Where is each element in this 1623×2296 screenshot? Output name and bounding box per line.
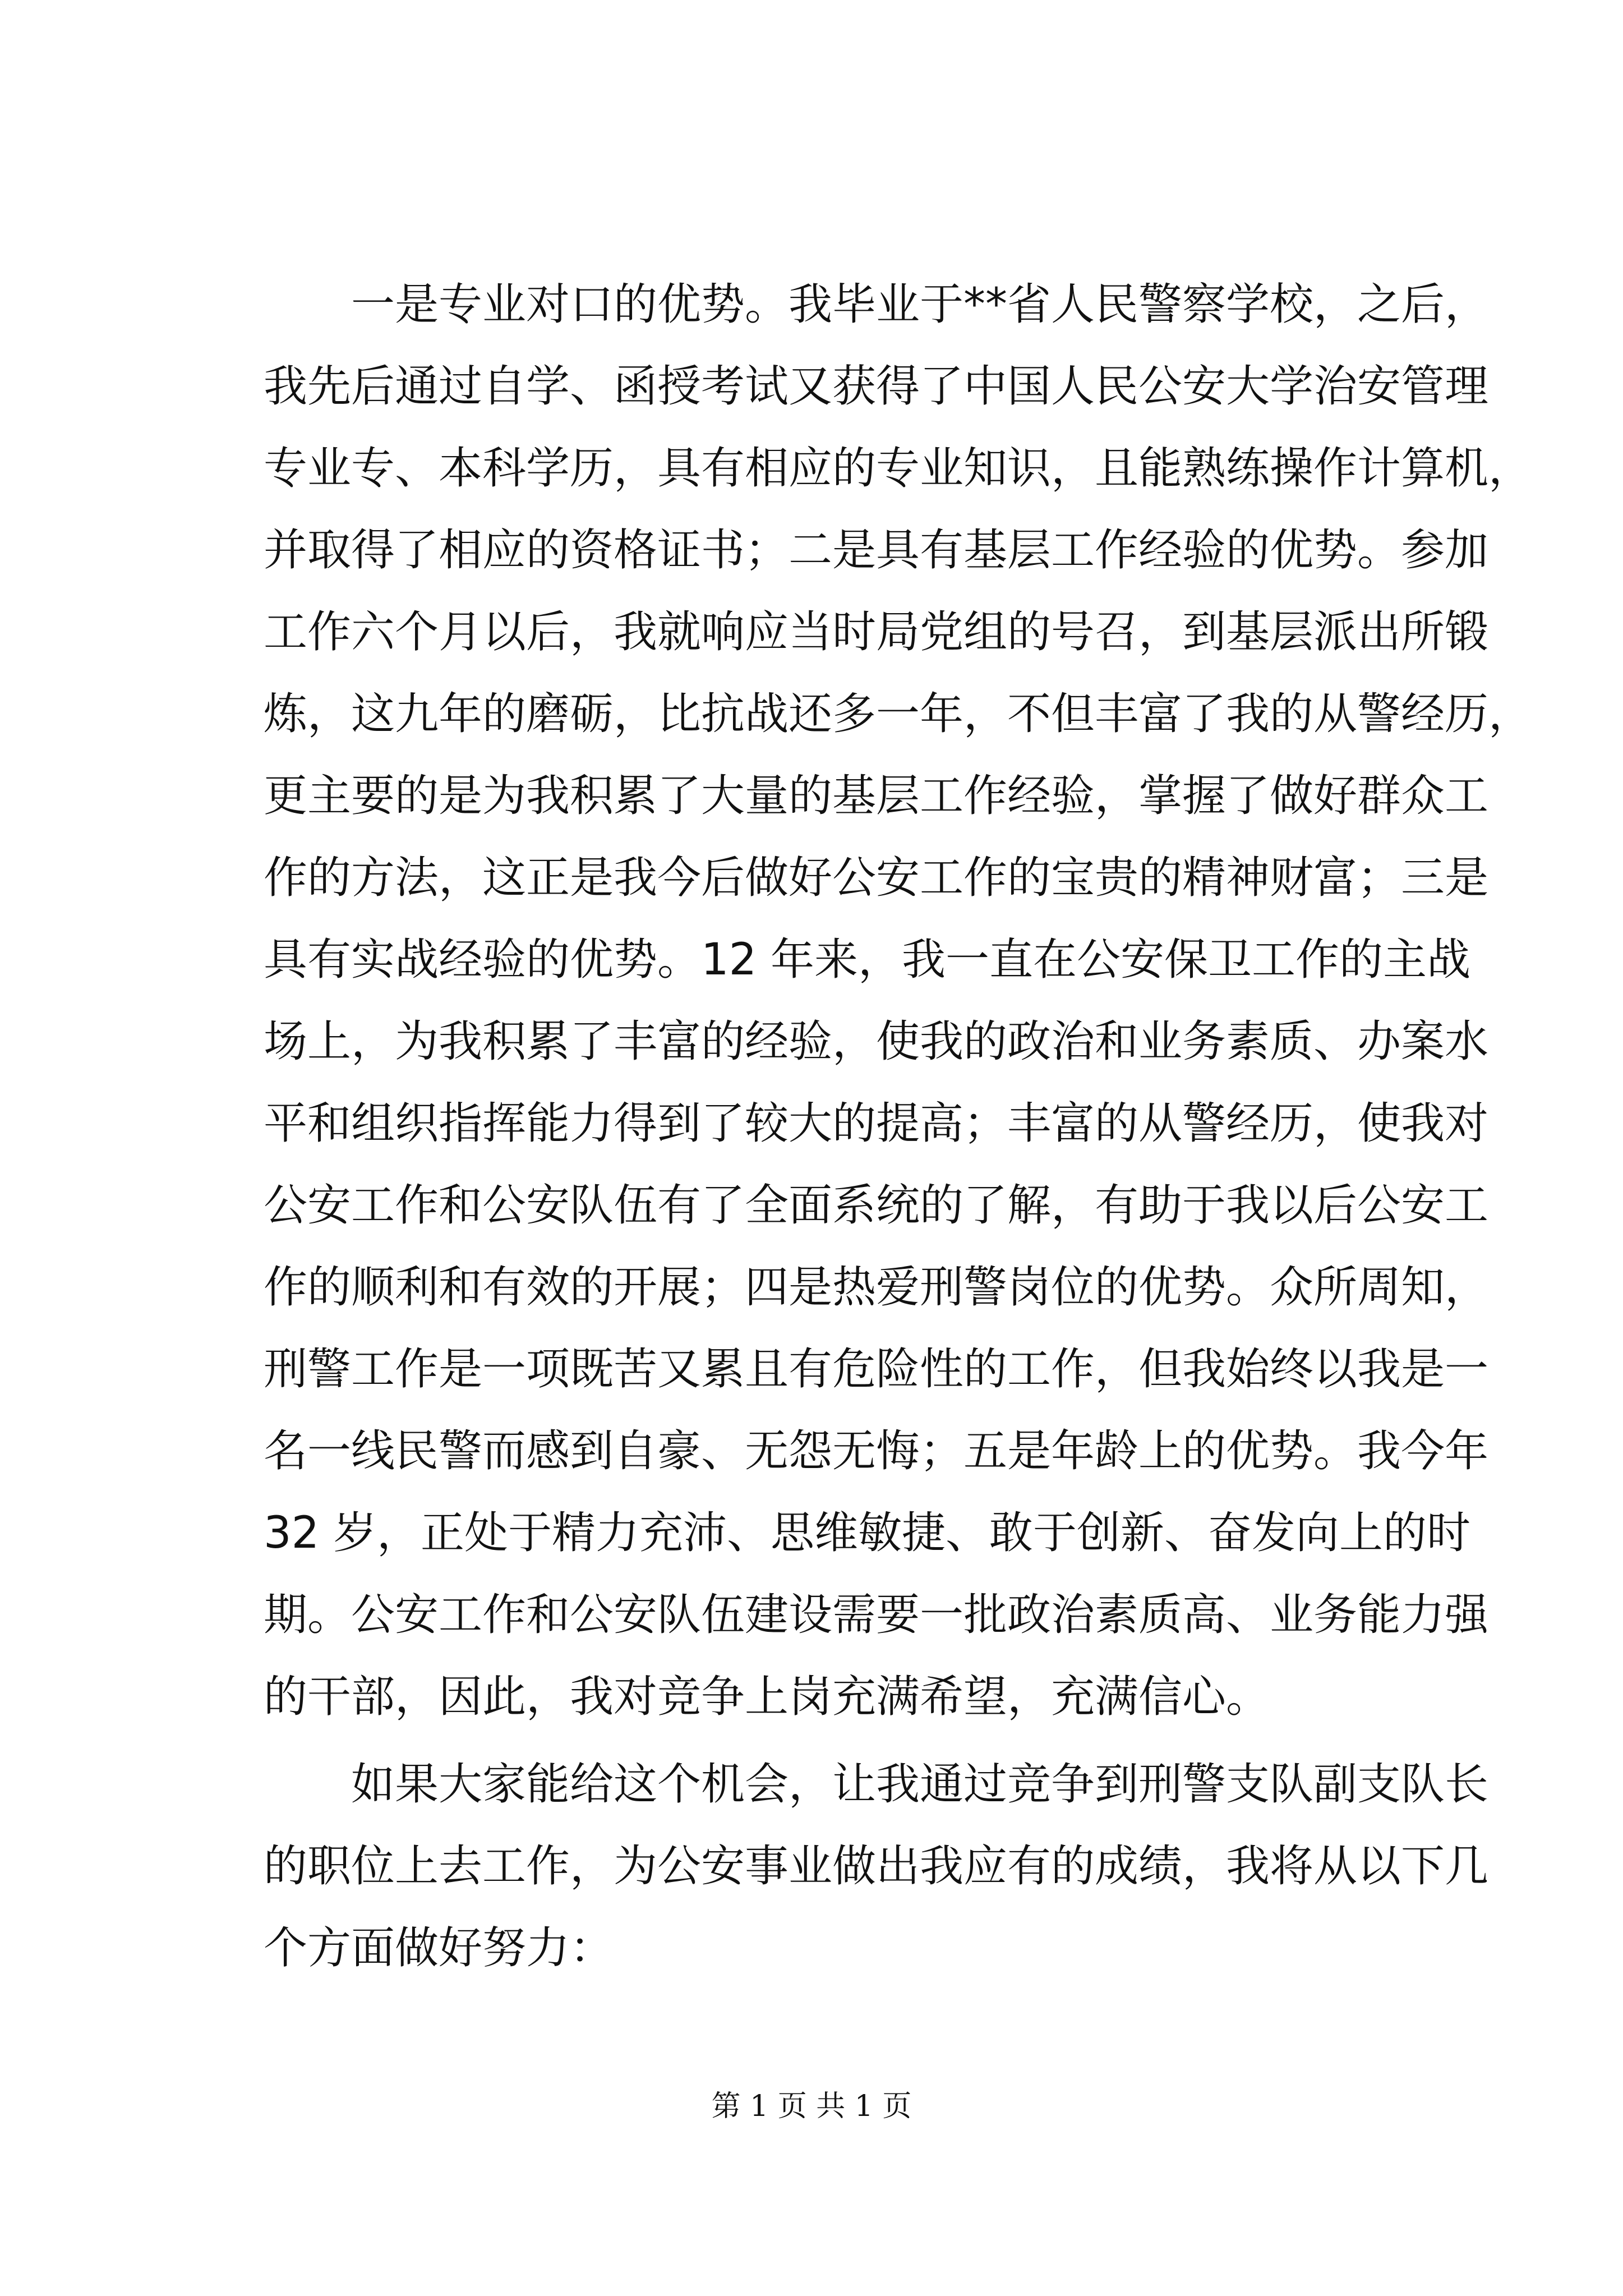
text-line: 专业专、本科学历，具有相应的专业知识，且能熟练操作计算机， [264, 443, 1533, 494]
text-line: 如果大家能给这个机会，让我通过竞争到刑警支队副支队长 [351, 1759, 1489, 1810]
page-footer [0, 2087, 1623, 2126]
text-line: 更主要的是为我积累了大量的基层工作经验，掌握了做好群众工 [264, 771, 1489, 821]
paragraph-gap [264, 1738, 1419, 1743]
text-line: 作的顺利和有效的开展；四是热爱刑警岗位的优势。众所周知， [264, 1262, 1489, 1313]
text-line: 期。公安工作和公安队伍建设需要一批政治素质高、业务能力强 [264, 1590, 1489, 1640]
text-line: 我先后通过自学、函授考试又获得了中国人民公安大学治安管理 [264, 361, 1489, 412]
text-line: 的干部，因此，我对竞争上岗充满希望，充满信心。 [264, 1672, 1270, 1722]
text-line: 一是专业对口的优势。我毕业于**省人民警察学校，之后， [351, 279, 1489, 330]
text-line: 具有实战经验的优势。12 年来，我一直在公安保卫工作的主战 [264, 935, 1471, 985]
text-line: 并取得了相应的资格证书；二是具有基层工作经验的优势。参加 [264, 525, 1489, 576]
text-line: 场上，为我积累了丰富的经验，使我的政治和业务素质、办案水 [264, 1016, 1489, 1067]
paragraph-2 [264, 1743, 1489, 1989]
text-line: 公安工作和公安队伍有了全面系统的了解，有助于我以后公安工 [264, 1180, 1489, 1231]
text-line: 刑警工作是一项既苦又累且有危险性的工作，但我始终以我是一 [264, 1344, 1489, 1395]
text-line: 个方面做好努力： [264, 1923, 614, 1973]
page-number-label: 第 1 页 共 1 页 [711, 2090, 912, 2123]
paragraph-1 [264, 264, 1533, 1738]
text-line: 名一线民警而感到自豪、无怨无悔；五是年龄上的优势。我今年 [264, 1426, 1489, 1476]
text-line: 作的方法，这正是我今后做好公安工作的宝贵的精神财富；三是 [264, 853, 1489, 903]
document-body [264, 264, 1533, 1989]
text-line: 炼，这九年的磨砺，比抗战还多一年，不但丰富了我的从警经历， [264, 689, 1533, 739]
text-line: 的职位上去工作，为公安事业做出我应有的成绩，我将从以下几 [264, 1841, 1489, 1892]
text-line: 工作六个月以后，我就响应当时局党组的号召，到基层派出所锻 [264, 607, 1489, 657]
text-line: 平和组织指挥能力得到了较大的提高；丰富的从警经历，使我对 [264, 1098, 1489, 1149]
text-line: 32 岁，正处于精力充沛、思维敏捷、敢于创新、奋发向上的时 [264, 1508, 1471, 1558]
